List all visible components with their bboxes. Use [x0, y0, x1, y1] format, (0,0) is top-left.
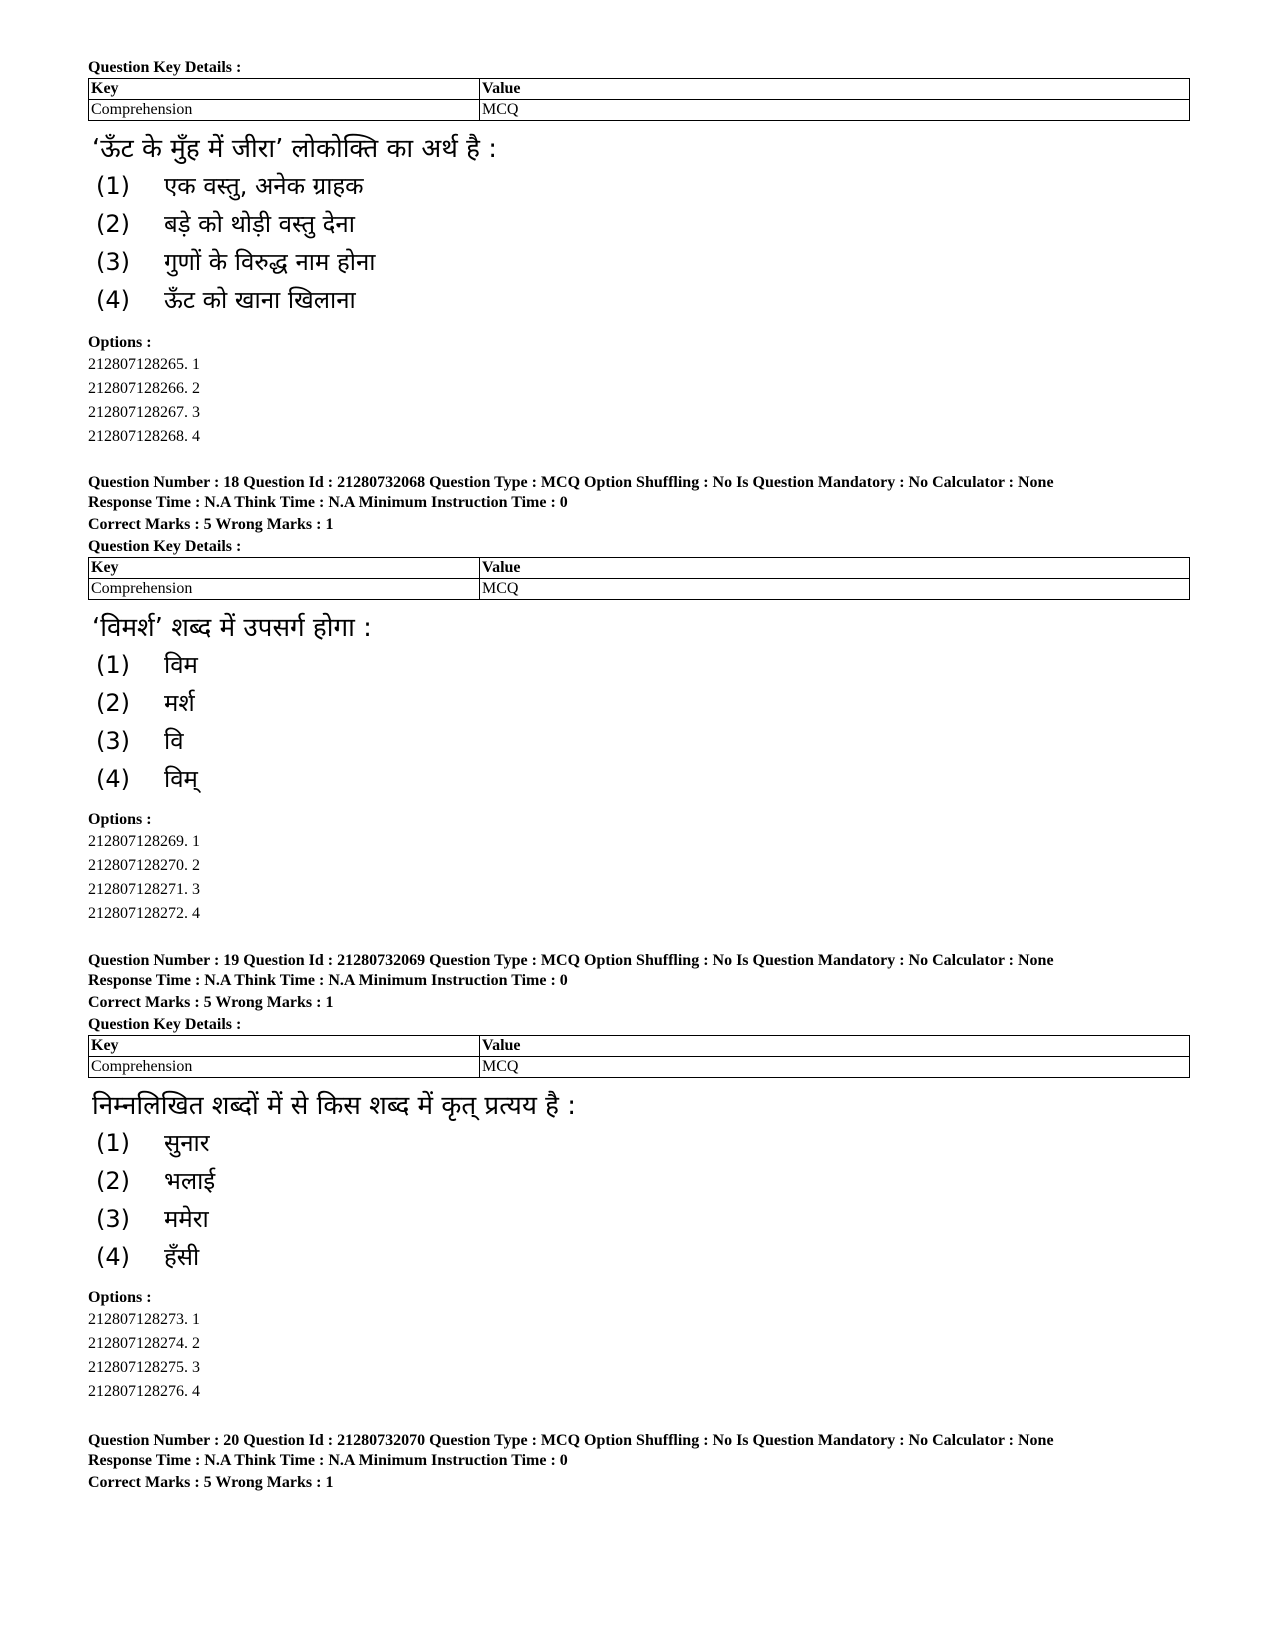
choice-number: (3) — [96, 248, 130, 276]
table-row — [89, 100, 1190, 121]
table-cell-value: MCQ — [480, 579, 1190, 600]
question-marks-line: Correct Marks : 5 Wrong Marks : 1 — [88, 1474, 334, 1491]
key-details-label: Question Key Details : — [88, 59, 242, 76]
table-cell-value: MCQ — [480, 100, 1190, 121]
question-marks-line: Correct Marks : 5 Wrong Marks : 1 — [88, 516, 334, 533]
options-list — [88, 810, 1190, 926]
choice-number: (3) — [96, 1205, 130, 1233]
key-details-table — [88, 557, 1190, 600]
choice-text: भलाई — [164, 1167, 216, 1195]
choice-item — [88, 1238, 1190, 1276]
option-id: 212807128267. 3 — [88, 404, 200, 421]
table-cell-key: Comprehension — [89, 100, 480, 121]
question-timing-line: Response Time : N.A Think Time : N.A Minimum Instruction Time : 0 — [88, 972, 568, 989]
options-label: Options : — [88, 811, 152, 828]
options-list — [88, 1288, 1190, 1404]
choice-item — [88, 760, 1190, 798]
choice-text: वि — [164, 727, 184, 755]
option-id: 212807128272. 4 — [88, 905, 200, 922]
choice-number: (2) — [96, 210, 130, 238]
option-id: 212807128266. 2 — [88, 380, 200, 397]
choice-text: एक वस्तु, अनेक ग्राहक — [164, 172, 364, 200]
key-details-label: Question Key Details : — [88, 538, 242, 555]
choice-item — [88, 281, 1190, 319]
choice-text: विम — [164, 651, 198, 679]
choice-item — [88, 167, 1190, 205]
table-header-row — [89, 1036, 1190, 1057]
options-list — [88, 333, 1190, 449]
table-header-key: Key — [89, 1036, 480, 1057]
option-id: 212807128270. 2 — [88, 857, 200, 874]
table-cell-key: Comprehension — [89, 1057, 480, 1078]
question-marks-line: Correct Marks : 5 Wrong Marks : 1 — [88, 994, 334, 1011]
option-id: 212807128276. 4 — [88, 1383, 200, 1400]
question-meta-line: Question Number : 19 Question Id : 21280732069 Question Type : MCQ Option Shuffling : No Is Question Mandatory : No Calculator : None — [88, 952, 1054, 969]
choice-item — [88, 1200, 1190, 1238]
options-label: Options : — [88, 1289, 152, 1306]
choice-number: (1) — [96, 651, 130, 679]
table-header-value: Value — [480, 79, 1190, 100]
choice-text: सुनार — [164, 1129, 210, 1157]
choice-number: (3) — [96, 727, 130, 755]
choice-item — [88, 1124, 1190, 1162]
table-header-key: Key — [89, 558, 480, 579]
question-block-18 — [88, 473, 1190, 926]
option-id: 212807128265. 1 — [88, 356, 200, 373]
question-timing-line: Response Time : N.A Think Time : N.A Minimum Instruction Time : 0 — [88, 494, 568, 511]
key-details-label: Question Key Details : — [88, 1016, 242, 1033]
choice-item — [88, 243, 1190, 281]
option-id: 212807128268. 4 — [88, 428, 200, 445]
option-id: 212807128275. 3 — [88, 1359, 200, 1376]
choice-number: (1) — [96, 1129, 130, 1157]
choice-item — [88, 722, 1190, 760]
choice-text: ऊँट को खाना खिलाना — [164, 286, 356, 314]
table-row — [89, 1057, 1190, 1078]
question-block-20 — [88, 1431, 1190, 1493]
key-details-table — [88, 78, 1190, 121]
option-id: 212807128273. 1 — [88, 1311, 200, 1328]
choice-text: हँसी — [164, 1243, 200, 1271]
question-text: निम्नलिखित शब्दों में से किस शब्द में कृत् प्रत्यय है : — [92, 1091, 577, 1121]
choice-number: (4) — [96, 765, 130, 793]
table-header-value: Value — [480, 1036, 1190, 1057]
question-text: ‘ऊँट के मुँह में जीरा’ लोकोक्ति का अर्थ है : — [92, 134, 497, 164]
option-id: 212807128274. 2 — [88, 1335, 200, 1352]
option-id: 212807128269. 1 — [88, 833, 200, 850]
choice-number: (4) — [96, 1243, 130, 1271]
table-row — [89, 579, 1190, 600]
choice-text: गुणों के विरुद्ध नाम होना — [164, 248, 376, 276]
question-text: ‘विमर्श’ शब्द में उपसर्ग होगा : — [92, 613, 372, 643]
choice-item — [88, 646, 1190, 684]
choice-number: (2) — [96, 689, 130, 717]
question-block-17 — [88, 58, 1190, 449]
options-label: Options : — [88, 334, 152, 351]
table-header-row — [89, 79, 1190, 100]
choice-text: विम् — [164, 765, 198, 793]
choice-text: बड़े को थोड़ी वस्तु देना — [164, 210, 355, 238]
table-header-row — [89, 558, 1190, 579]
choice-text: ममेरा — [164, 1205, 209, 1233]
table-cell-key: Comprehension — [89, 579, 480, 600]
question-timing-line: Response Time : N.A Think Time : N.A Minimum Instruction Time : 0 — [88, 1452, 568, 1469]
choice-number: (4) — [96, 286, 130, 314]
choice-text: मर्श — [164, 689, 195, 717]
key-details-table — [88, 1035, 1190, 1078]
table-cell-value: MCQ — [480, 1057, 1190, 1078]
choice-item — [88, 1162, 1190, 1200]
question-meta-line: Question Number : 20 Question Id : 21280732070 Question Type : MCQ Option Shuffling : No Is Question Mandatory : No Calculator : None — [88, 1432, 1054, 1449]
choice-item — [88, 684, 1190, 722]
choice-number: (2) — [96, 1167, 130, 1195]
choice-item — [88, 205, 1190, 243]
choice-number: (1) — [96, 172, 130, 200]
question-meta-line: Question Number : 18 Question Id : 21280732068 Question Type : MCQ Option Shuffling : No Is Question Mandatory : No Calculator : None — [88, 474, 1054, 491]
table-header-value: Value — [480, 558, 1190, 579]
question-block-19 — [88, 951, 1190, 1404]
option-id: 212807128271. 3 — [88, 881, 200, 898]
table-header-key: Key — [89, 79, 480, 100]
